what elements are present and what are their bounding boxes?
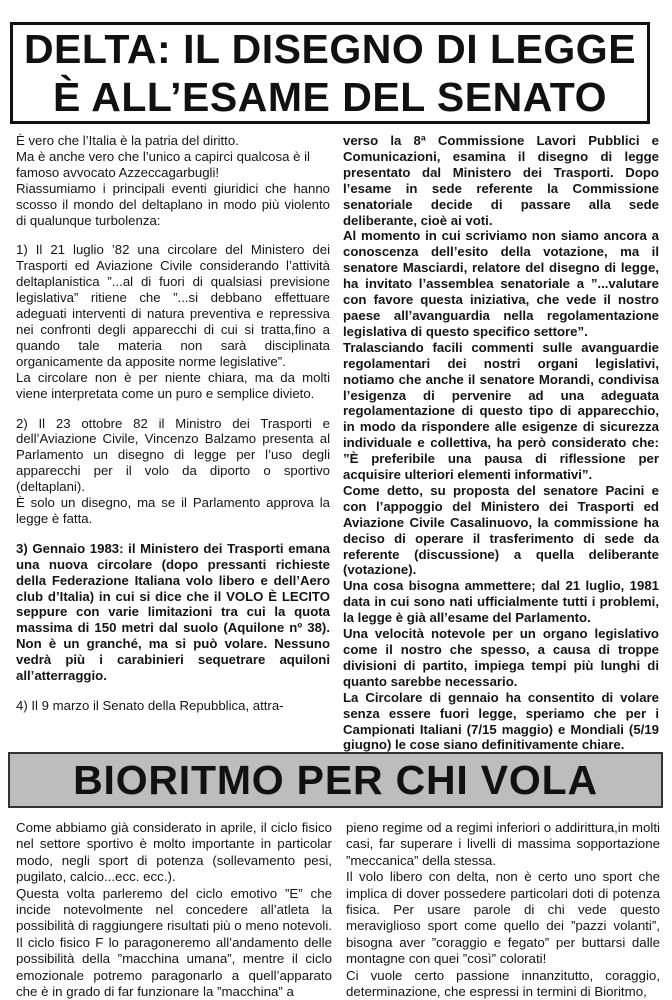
article1-column-right xyxy=(343,133,659,753)
paragraph: Come abbiamo già considerato in aprile, il ciclo fisico nel settore sportivo è molto importante in particolar modo, negli sport di potenza (sollevamento pesi, pugilato, calcio...ecc. ecc.). xyxy=(16,820,332,885)
paragraph: Il volo libero con delta, non è certo uno sport che implica di dover possedere particolari doti di potenza fisica. Per usare parole di chi vede questo meraviglioso sport come quello dei ”pazzi volanti”, bisogna aver ”coraggio e fegato” per buttarsi dalle montagne con quei ”così” colorati! xyxy=(346,869,660,967)
paragraph: È solo un disegno, ma se il Parlamento approva la legge è fatta. xyxy=(16,495,330,526)
paragraph: 3) Gennaio 1983: il Ministero dei Trasporti emana una nuova circolare (dopo pressanti richieste della Federazione Italiana volo libero e dell’Aero club d’Italia) in cui si dice che il VOLO È LECITO seppure con varie limitazioni tra cui la quota massima di 150 metri dal suolo (Aquilone nº 38). Non è un granché, ma si può volare. Nessuno vedrà più i carabinieri sequetrare aquiloni all’atterraggio. xyxy=(16,540,330,684)
paragraph: La Circolare di gennaio ha consentito di volare senza essere fuori legge, speriamo che per i Campionati Italiani (7/15 maggio) e Mondiali (5/19 giugno) le cose siano definitivamente chiare. xyxy=(343,689,659,753)
paragraph: Riassumiamo i principali eventi giuridici che hanno scosso il mondo del deltaplano in modo più violento di qualunque turbolenza: xyxy=(16,180,330,228)
paragraph: Al momento in cui scriviamo non siamo ancora a conoscenza dell’esito della votazione, ma il senatore Masciardi, relatore del disegno di legge, ha invitato l’assemblea senatoriale a ”...valutare con favore questa iniziativa, che vede il nostro paese all’avanguardia nella regolamentazione legislativa di questo specifico settore”. xyxy=(343,228,659,339)
headline-line-2: È ALL’ESAME DEL SENATO xyxy=(53,74,607,120)
paragraph: verso la 8ª Commissione Lavori Pubblici e Comunicazioni, esamina il disegno di legge presentato dal Ministero dei Trasporti. Dopo l’esame in sede referente la Commissione senatoriale decide di passare alla sede deliberante, cioè ai voti. xyxy=(343,133,659,228)
paragraph: 1) Il 21 luglio ’82 una circolare del Ministero dei Trasporti ed Aviazione Civile considerando l’attività deltaplanistica ”...al di fuori di qualsiasi previsione legislativa” ritiene che ”...si debbano effettuare adeguati interventi di natura preventiva e repressiva nei confronti degli apparecchi di cui si tratta,fino a quando tale materia non sarà disciplinata organicamente da apposite norme legislative”. xyxy=(16,242,330,369)
paragraph: 2) Il 23 ottobre 82 il Ministro dei Trasporti e dell’Aviazione Civile, Vincenzo Balzamo presenta al Parlamento un disegno di legge per l’uso degli apparecchi per il volo da diporto o sportivo (deltaplani). xyxy=(16,415,330,495)
paragraph: 4) Il 9 marzo il Senato della Repubblica, attra- xyxy=(16,698,284,713)
paragraph: La circolare non è per niente chiara, ma da molti viene interpretata come un puro e semplice divieto. xyxy=(16,369,330,401)
article2-column-left xyxy=(16,820,332,1000)
paragraph: Una cosa bisogna ammettere; dal 21 luglio, 1981 data in cui sono nati ufficialmente tutti i problemi, la legge è già all’esame del Parlamento. xyxy=(343,578,659,626)
section-banner xyxy=(8,752,663,808)
article2-column-right xyxy=(346,820,660,1000)
paragraph: Ma è anche vero che l’unico a capirci qualcosa è il famoso avvocato Azzeccagarbugli! xyxy=(16,148,310,180)
paragraph: Come detto, su proposta del senatore Pacini e con l’appoggio del Ministero dei Trasporti ed Aviazione Civile Casalinuovo, la commissione ha deciso di operare il trasferimento di sede da referente (discussione) a quella deliberante (votazione). xyxy=(343,482,659,578)
paragraph: Una velocità notevole per un organo legislativo come il nostro che spesso, a causa di troppe divisioni di partito, impiega tempi più lunghi di quanto sarebbe necessario. xyxy=(343,626,659,689)
paragraph: Tralasciando facili commenti sulle avanguardie regolamentari dei nostri organi legislativi, notiamo che anche il senatore Morandi, condivisa l’esigenza di pervenire ad una adeguata regolamentazione di questo tipo di apparecchio, in modo da rispondere alle esigenze di sicurezza individuale e collettiva, ha però considerato che: ”È preferibile una pausa di riflessione per acquisire ulteriori elementi informativi”. xyxy=(343,339,659,483)
headline-line-1: DELTA: IL DISEGNO DI LEGGE xyxy=(23,26,637,72)
article1-column-left xyxy=(16,133,330,714)
headline-box xyxy=(10,22,650,124)
paragraph: Ci vuole certo passione innanzitutto, coraggio, determinazione, che espressi in termini di Bioritmo, xyxy=(346,967,660,1000)
banner-title: BIORITMO PER CHI VOLA xyxy=(73,757,598,803)
paragraph: pieno regime od a regimi inferiori o addirittura,in molti casi, far superare i livelli di massima sopportazione ”meccanica” della stessa. xyxy=(346,820,660,868)
paragraph: Questa volta parleremo del ciclo emotivo ”E” che incide notevolmente nel concedere all’atleta la possibilità di raggiungere risultati più o meno notevoli. Il ciclo fisico F lo paragoneremo all’andamento delle possibilità della ”macchina umana”, mentre il ciclo emozionale potremo paragonarlo a quell’apparato che è in grado di far funzionare la ”macchina” a xyxy=(16,885,332,1000)
paragraph: È vero che l’Italia è la patria del diritto. xyxy=(16,133,239,148)
